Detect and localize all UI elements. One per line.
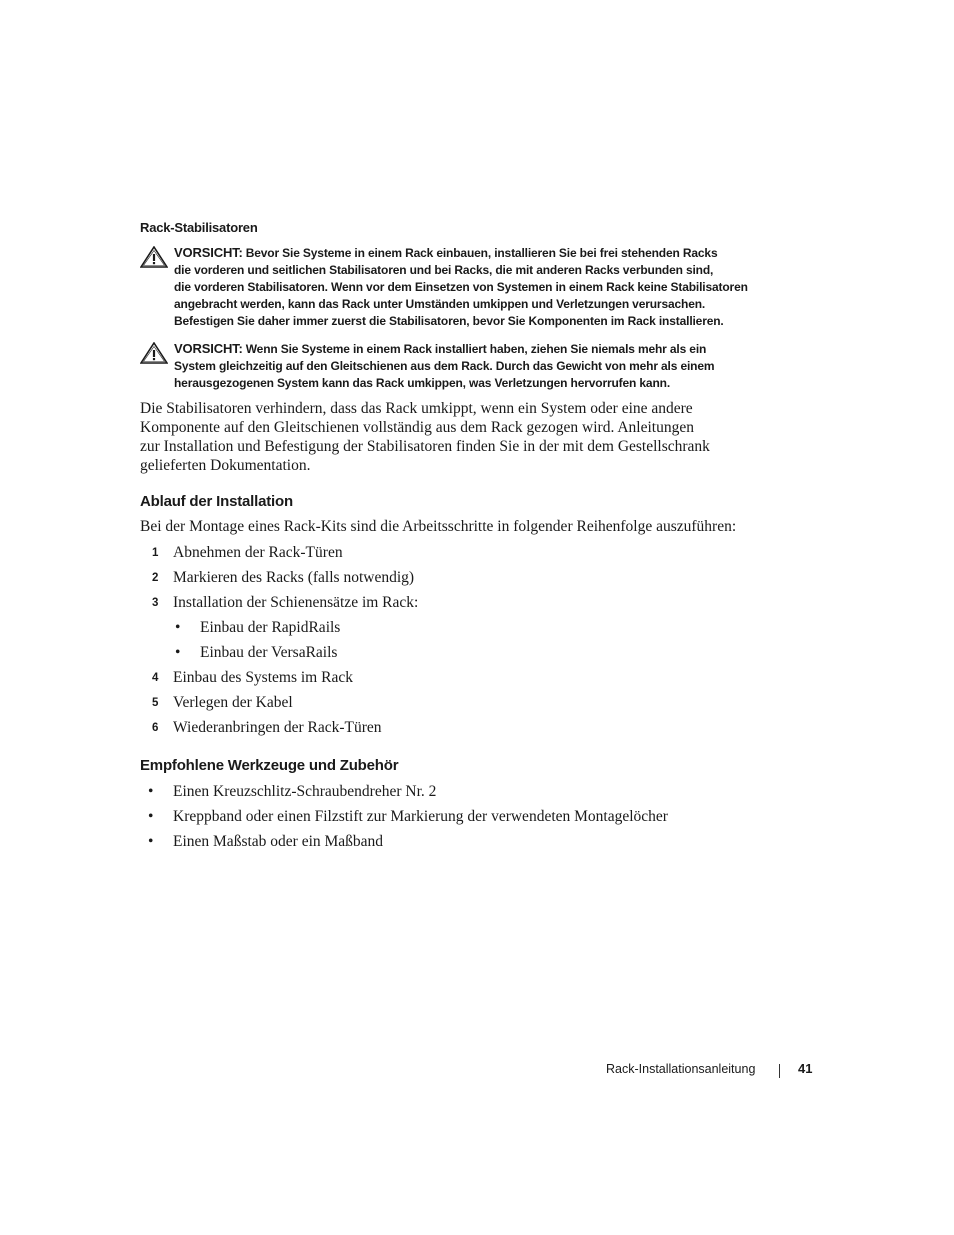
bullet-marker: • — [175, 619, 181, 636]
installation-intro: Bei der Montage eines Rack-Kits sind die Arbeitsschritte in folgender Reihenfolge auszuführen: — [140, 518, 737, 535]
step-number: 5 — [152, 697, 159, 709]
caution-text-line: herausgezogenen System kann das Rack umkippen, was Verletzungen hervorrufen kann. — [174, 376, 671, 390]
footer-title: Rack-Installationsanleitung — [606, 1062, 756, 1076]
caution-label: VORSICHT: — [174, 245, 243, 260]
tool-text: Einen Maßstab oder ein Maßband — [173, 833, 384, 850]
caution-text-line: Wenn Sie Systeme in einem Rack installiert haben, ziehen Sie niemals mehr als ein — [245, 342, 707, 356]
caution-text-line: die vorderen und seitlichen Stabilisatoren und bei Racks, die mit anderen Racks verbunden sind, — [174, 263, 714, 277]
caution-text-line: Befestigen Sie daher immer zuerst die Stabilisatoren, bevor Sie Komponenten im Rack installieren. — [174, 314, 724, 328]
step-number: 1 — [152, 547, 159, 559]
caution-notice — [140, 340, 780, 392]
paragraph-line: Komponente auf den Gleitschienen vollständig aus dem Rack gezogen wird. Anleitungen — [140, 419, 694, 436]
step-text: Abnehmen der Rack-Türen — [173, 544, 343, 561]
caution-notice — [140, 244, 780, 330]
substep-text: Einbau der RapidRails — [200, 619, 341, 636]
substep-text: Einbau der VersaRails — [200, 644, 338, 661]
caution-text-line: System gleichzeitig auf den Gleitschienen aus dem Rack. Durch das Gewicht von mehr als einem — [174, 359, 715, 373]
body-paragraph — [140, 399, 780, 475]
step-number: 2 — [152, 572, 159, 584]
warning-triangle-icon — [140, 246, 168, 268]
warning-triangle-icon — [140, 342, 168, 364]
caution-text-line: angebracht werden, kann das Rack unter Umständen umkippen und Verletzungen verursachen. — [174, 297, 706, 311]
caution-text-line: die vorderen Stabilisatoren. Wenn vor dem Einsetzen von Systemen in einem Rack keine Stabilisatoren — [174, 280, 748, 294]
section-heading-tools: Empfohlene Werkzeuge und Zubehör — [140, 757, 399, 774]
step-number: 6 — [152, 722, 159, 734]
step-number: 3 — [152, 597, 159, 609]
step-text: Verlegen der Kabel — [173, 694, 293, 711]
step-text: Wiederanbringen der Rack-Türen — [173, 719, 382, 736]
bullet-marker: • — [175, 644, 181, 661]
tool-text: Kreppband oder einen Filzstift zur Markierung der verwendeten Montagelöcher — [173, 808, 668, 825]
page-number: 41 — [798, 1061, 813, 1076]
step-text: Einbau des Systems im Rack — [173, 669, 353, 686]
section-heading-installation: Ablauf der Installation — [140, 493, 293, 510]
bullet-marker: • — [148, 783, 154, 800]
footer-divider — [779, 1064, 780, 1078]
bullet-marker: • — [148, 833, 154, 850]
paragraph-line: zur Installation und Befestigung der Stabilisatoren finden Sie in der mit dem Gestellschrank — [140, 438, 710, 455]
tool-text: Einen Kreuzschlitz-Schraubendreher Nr. 2 — [173, 783, 437, 800]
bullet-marker: • — [148, 808, 154, 825]
caution-label: VORSICHT: — [174, 341, 243, 356]
section-title: Rack-Stabilisatoren — [140, 220, 258, 235]
step-text: Markieren des Racks (falls notwendig) — [173, 569, 415, 586]
paragraph-line: Die Stabilisatoren verhindern, dass das Rack umkippt, wenn ein System oder eine andere — [140, 400, 693, 417]
step-number: 4 — [152, 672, 159, 684]
step-text: Installation der Schienensätze im Rack: — [173, 594, 419, 611]
caution-text-line: Bevor Sie Systeme in einem Rack einbauen, installieren Sie bei frei stehenden Racks — [245, 246, 718, 260]
paragraph-line: gelieferten Dokumentation. — [140, 457, 311, 474]
